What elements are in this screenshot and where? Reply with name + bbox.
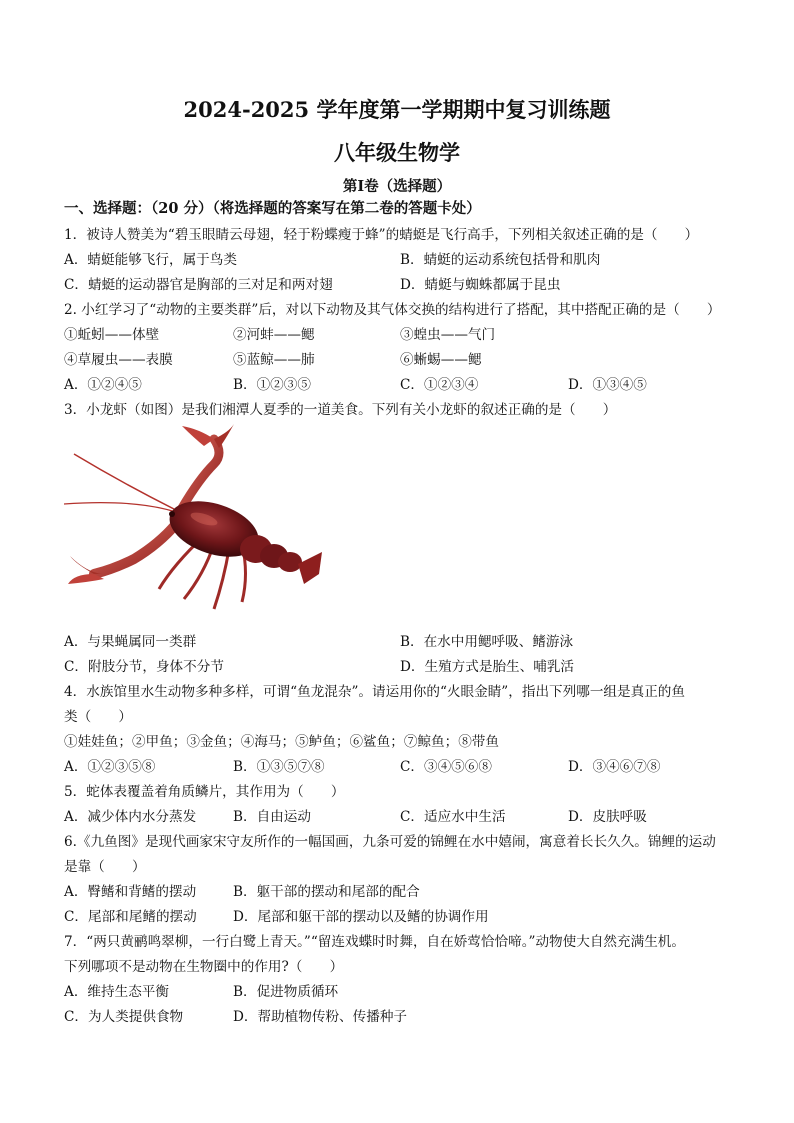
q5-option-b: B．自由运动	[233, 809, 311, 825]
q7-stem-line2: 下列哪项不是动物在生物圈中的作用?（ ）	[64, 959, 344, 975]
crayfish-illustration	[64, 424, 324, 620]
exam-title: 2024-2025 学年度第一学期期中复习训练题	[183, 97, 611, 122]
q4-option-a: A．①②③⑤⑧	[64, 759, 156, 775]
q7-option-d: D．帮助植物传粉、传播种子	[233, 1009, 408, 1025]
q1-stem: 1．被诗人赞美为“碧玉眼睛云母翅，轻于粉蝶瘦于蜂”的蜻蜓是飞行高手，下列相关叙述正确的是（ ）	[64, 227, 699, 243]
q6-stem-line2: 是靠（ ）	[64, 859, 146, 875]
q6-option-b: B．躯干部的摆动和尾部的配合	[233, 884, 420, 900]
q3-stem: 3．小龙虾（如图）是我们湘潭人夏季的一道美食。下列有关小龙虾的叙述正确的是（ ）	[64, 402, 617, 418]
q7-stem-line1: 7．“两只黄鹂鸣翠柳，一行白鹭上青天。”“留连戏蝶时时舞，自在娇莺恰恰啼。”动物使大自然充满生机。	[64, 934, 685, 950]
q6-stem-line1: 6.《九鱼图》是现代画家宋守友所作的一幅国画，九条可爱的锦鲤在水中嬉闹，寓意着长长久久。锦鲤的运动	[64, 834, 716, 850]
section-heading: 一、选择题：（20 分）（将选择题的答案写在第二卷的答题卡处）	[64, 200, 481, 217]
q2-option-a: A．①②④⑤	[64, 377, 142, 393]
q3-option-c: C．附肢分节，身体不分节	[64, 659, 224, 675]
q6-option-d: D．尾部和躯干部的摆动以及鳍的协调作用	[233, 909, 489, 925]
q2-item-6: ⑥蜥蜴——鳃	[400, 352, 482, 368]
q1-option-a: A．蜻蜓能够飞行，属于鸟类	[64, 252, 237, 268]
q2-item-5: ⑤蓝鲸——肺	[233, 352, 315, 368]
q4-stem-line1: 4．水族馆里水生动物多种多样，可谓“鱼龙混杂”。请运用你的“火眼金睛”，指出下列哪一组是真正的鱼	[64, 684, 685, 700]
q2-item-2: ②河蚌——鳃	[233, 327, 315, 343]
q1-option-d: D．蜻蜓与蜘蛛都属于昆虫	[400, 277, 561, 293]
q7-option-a: A．维持生态平衡	[64, 984, 169, 1000]
crayfish-image	[64, 424, 324, 620]
q6-option-a: A．臀鳍和背鳍的摆动	[64, 884, 197, 900]
q3-option-d: D．生殖方式是胎生、哺乳活	[400, 659, 575, 675]
q1-option-b: B．蜻蜓的运动系统包括骨和肌肉	[400, 252, 601, 268]
q4-option-d: D．③④⑥⑦⑧	[568, 759, 661, 775]
q4-stem-line2: 类（ ）	[64, 709, 132, 725]
q3-option-b: B．在水中用鳃呼吸、鳍游泳	[400, 634, 574, 650]
q3-option-a: A．与果蝇属同一类群	[64, 634, 197, 650]
q1-option-c: C．蜻蜓的运动器官是胸部的三对足和两对翅	[64, 277, 333, 293]
q7-option-b: B．促进物质循环	[233, 984, 339, 1000]
q2-option-d: D．①③④⑤	[568, 377, 647, 393]
q5-stem: 5．蛇体表覆盖着角质鳞片，其作用为（ ）	[64, 784, 345, 800]
q6-option-c: C．尾部和尾鳍的摆动	[64, 909, 197, 925]
q2-option-c: C．①②③④	[400, 377, 479, 393]
q4-option-b: B．①③⑤⑦⑧	[233, 759, 325, 775]
q2-option-b: B．①②③⑤	[233, 377, 311, 393]
q2-item-4: ④草履虫——表膜	[64, 352, 173, 368]
q5-option-d: D．皮肤呼吸	[568, 809, 647, 825]
volume-label: 第Ⅰ卷（选择题）	[342, 178, 452, 195]
q2-item-3: ③蝗虫——气门	[400, 327, 496, 343]
exam-subtitle: 八年级生物学	[334, 140, 460, 165]
q5-option-a: A．减少体内水分蒸发	[64, 809, 197, 825]
q4-option-c: C．③④⑤⑥⑧	[400, 759, 492, 775]
q5-option-c: C．适应水中生活	[400, 809, 506, 825]
q4-items: ①娃娃鱼；②甲鱼；③金鱼；④海马；⑤鲈鱼；⑥鲨鱼；⑦鲸鱼；⑧带鱼	[64, 734, 499, 750]
q7-option-c: C．为人类提供食物	[64, 1009, 184, 1025]
q2-item-1: ①蚯蚓——体壁	[64, 327, 160, 343]
q2-stem: 2. 小红学习了“动物的主要类群”后，对以下动物及其气体交换的结构进行了搭配，其中搭配正确的是（ ）	[64, 302, 721, 318]
